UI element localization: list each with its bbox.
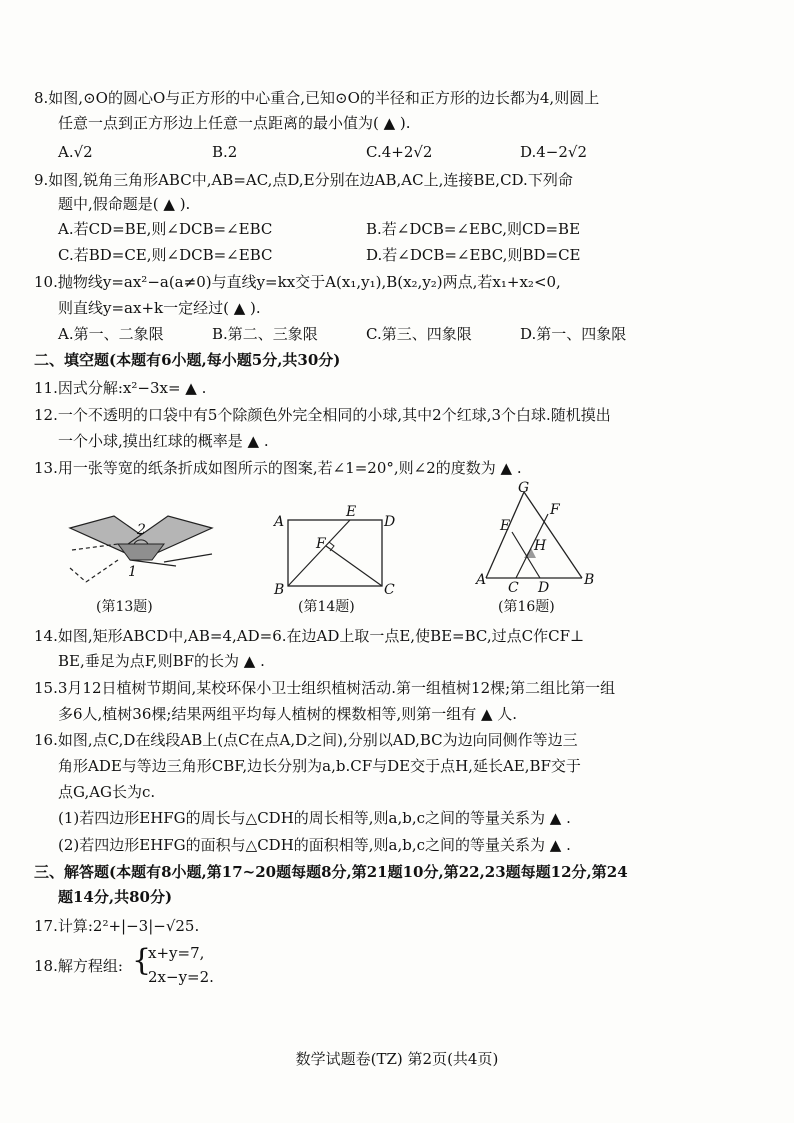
f13-label-2: 2 — [137, 522, 146, 538]
f14-label-a: A — [274, 514, 285, 530]
f14-label-c: C — [384, 582, 395, 596]
q10-option-d: D.第一、四象限 — [520, 325, 627, 343]
f14-label-b: B — [274, 582, 285, 596]
q18-eq2: 2x−y=2. — [148, 968, 214, 986]
q13: 13.用一张等宽的纸条折成如图所示的图案,若∠1=20°,则∠2的度数为 ▲ . — [34, 459, 522, 477]
q12-line2: 一个小球,摸出红球的概率是 ▲ . — [58, 432, 269, 450]
figure-16 — [474, 480, 602, 596]
q8-line1: 8.如图,⊙O的圆心O与正方形的中心重合,已知⊙O的半径和正方形的边长都为4,则圆上 — [34, 89, 600, 107]
q15-line1: 15.3月12日植树节期间,某校环保小卫士组织植树活动.第一组植树12棵;第二组比第一组 — [34, 679, 616, 697]
q18-brace: { — [132, 943, 152, 978]
caption-14: (第14题) — [298, 599, 355, 615]
q9-line1: 9.如图,锐角三角形ABC中,AB=AC,点D,E分别在边AB,AC上,连接BE,CD.下列命 — [34, 171, 573, 189]
q16-line2: 角形ADE与等边三角形CBF,边长分别为a,b.CF与DE交于点H,延长AE,BF交于 — [58, 757, 581, 775]
strip-overlap — [118, 544, 164, 560]
q16-sub2: (2)若四边形EHFG的面积与△CDH的面积相等,则a,b,c之间的等量关系为 ▲ . — [58, 836, 571, 854]
q10-option-c: C.第三、四象限 — [366, 325, 472, 343]
q10-option-a: A.第一、二象限 — [58, 325, 164, 343]
q8-option-a: A.√2 — [58, 143, 93, 161]
q9-option-b: B.若∠DCB=∠EBC,则CD=BE — [366, 220, 581, 238]
f16-label-f: F — [550, 502, 560, 518]
segment-cf — [326, 546, 382, 586]
q8-line2: 任意一点到正方形边上任意一点距离的最小值为( ▲ ). — [58, 114, 411, 132]
caption-13: (第13题) — [96, 599, 153, 615]
fold-edge-right — [164, 554, 212, 562]
figure-14 — [272, 504, 402, 596]
page-footer: 数学试题卷(TZ) 第2页(共4页) — [295, 1050, 499, 1068]
segment-be — [288, 520, 350, 586]
q8-option-b: B.2 — [212, 143, 238, 161]
q9-option-a: A.若CD=BE,则∠DCB=∠EBC — [58, 220, 273, 238]
f16-label-d: D — [538, 580, 550, 596]
section3-line2: 题14分,共80分) — [58, 888, 173, 906]
section2-heading: 二、填空题(本题有6小题,每小题5分,共30分) — [34, 351, 341, 369]
section3-line1: 三、解答题(本题有8小题,第17~20题每题8分,第21题10分,第22,23题每题12分,第24 — [34, 863, 628, 881]
q16-line3: 点G,AG长为c. — [58, 783, 156, 801]
f16-label-h: H — [534, 538, 547, 554]
q17: 17.计算:2²+|−3|−√25. — [34, 917, 200, 935]
q18-eq1: x+y=7, — [148, 944, 205, 962]
q14-line2: BE,垂足为点F,则BF的长为 ▲ . — [58, 652, 265, 670]
caption-16: (第16题) — [498, 599, 555, 615]
segment-ag — [486, 492, 524, 578]
q10-option-b: B.第二、三象限 — [212, 325, 318, 343]
q16-line1: 16.如图,点C,D在线段AB上(点C在点A,D之间),分别以AD,BC为边向同侧作等边三 — [34, 731, 578, 749]
f14-label-d: D — [384, 514, 396, 530]
q16-sub1: (1)若四边形EHFG的周长与△CDH的周长相等,则a,b,c之间的等量关系为 ▲ . — [58, 809, 571, 827]
f16-label-e: E — [500, 518, 511, 534]
f16-label-c: C — [508, 580, 519, 596]
f14-label-e: E — [346, 504, 357, 520]
q15-line2: 多6人,植树36棵;结果两组平均每人植树的棵数相等,则第一组有 ▲ 人. — [58, 705, 518, 723]
q11: 11.因式分解:x²−3x= ▲ . — [34, 379, 207, 397]
q10-line1: 10.抛物线y=ax²−a(a≠0)与直线y=kx交于A(x₁,y₁),B(x₂,y₂)两点,若x₁+x₂<0, — [34, 273, 561, 291]
f13-label-1: 1 — [128, 564, 137, 580]
q9-option-d: D.若∠DCB=∠EBC,则BD=CE — [366, 246, 581, 264]
f14-label-f: F — [316, 536, 326, 552]
q14-line1: 14.如图,矩形ABCD中,AB=4,AD=6.在边AD上取一点E,使BE=BC,过点C作CF⊥ — [34, 627, 585, 645]
q10-line2: 则直线y=ax+k一定经过( ▲ ). — [58, 299, 261, 317]
q8-option-d: D.4−2√2 — [520, 143, 588, 161]
f16-label-a: A — [476, 572, 487, 588]
figure-13 — [66, 510, 216, 590]
q18-label: 18.解方程组: — [34, 957, 123, 975]
f16-label-g: G — [518, 480, 530, 496]
f16-label-b: B — [584, 572, 595, 588]
q9-option-c: C.若BD=CE,则∠DCB=∠EBC — [58, 246, 273, 264]
dashed-fold-left — [70, 560, 118, 582]
right-angle-mark — [329, 542, 334, 551]
q9-line2: 题中,假命题是( ▲ ). — [58, 195, 191, 213]
q8-option-c: C.4+2√2 — [366, 143, 433, 161]
q12-line1: 12.一个不透明的口袋中有5个除颜色外完全相同的小球,其中2个红球,3个白球.随机摸出 — [34, 406, 611, 424]
